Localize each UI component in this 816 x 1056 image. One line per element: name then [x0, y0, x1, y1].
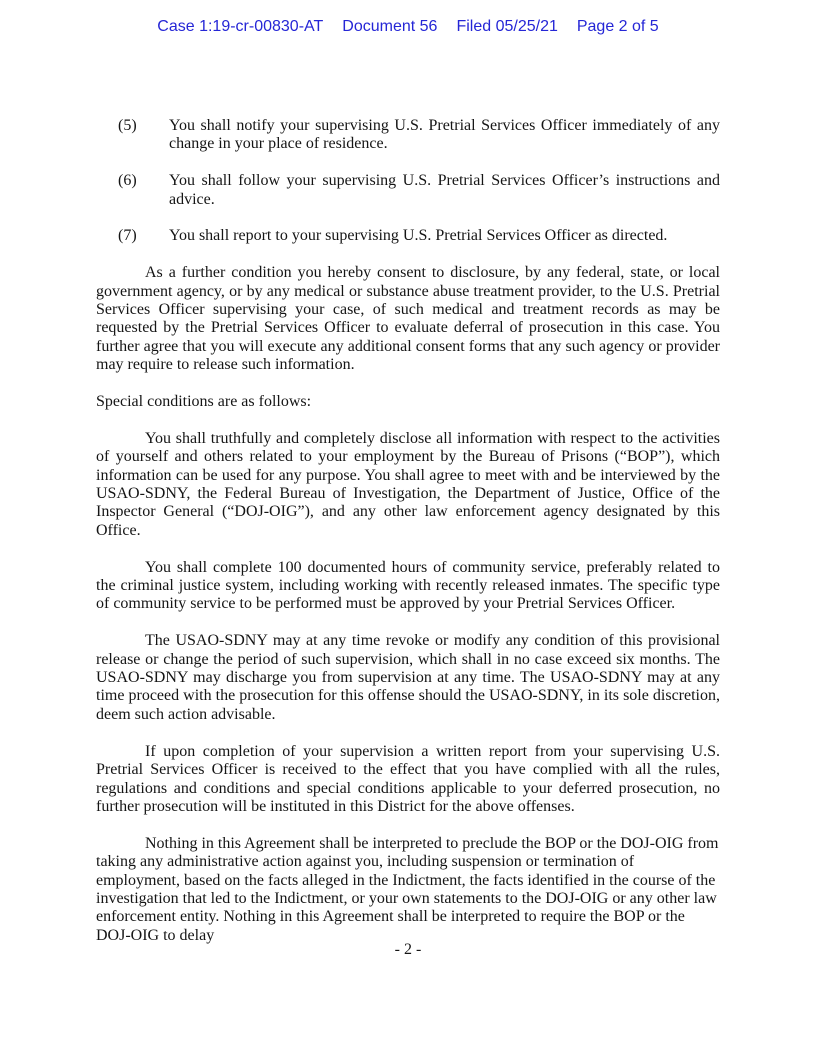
condition-text: You shall report to your supervising U.S. Pretrial Services Officer as directed.: [169, 227, 668, 245]
condition-item-5: [96, 117, 720, 154]
ecf-stamp-header: [0, 0, 816, 36]
ecf-page-indicator: Page 2 of 5: [576, 18, 659, 35]
paragraph-usao-sdny-revocation: The USAO-SDNY may at any time revoke or modify any condition of this provisional release or change the period of such supervision, which shall in no case exceed six months. The USAO-SDNY may discharge you from supervision at any time. The USAO-SDNY may at any time proceed with the prosecution for this offense should the USAO-SDNY, in its sole discretion, deem such action advisable.: [96, 632, 720, 723]
condition-text: You shall follow your supervising U.S. Pretrial Services Officer’s instructions and advice.: [169, 172, 720, 208]
page-number: - 2 -: [394, 941, 422, 958]
ecf-filed-date: Filed 05/25/21: [456, 18, 558, 35]
condition-number: (6): [118, 172, 137, 190]
ecf-case-number: Case 1:19-cr-00830-AT: [157, 18, 324, 35]
paragraph-bop-doj-oig: Nothing in this Agreement shall be interpreted to preclude the BOP or the DOJ-OIG from taking any administrative action against you, including suspension or termination of employment, based on the facts alleged in the Indictment, the facts identified in the course of the investigation that led to the Indictment, or your own statements to the DOJ-OIG or any other law enforcement entity. Nothing in this Agreement shall be interpreted to require the BOP or the DOJ-OIG to delay: [96, 834, 719, 944]
condition-number: (7): [118, 227, 137, 245]
paragraph-disclosure-employment: You shall truthfully and completely disclose all information with respect to the activities of yourself and others related to your employment by the Bureau of Prisons (“BOP”), which information can be used for any purpose. You shall agree to meet with and be interviewed by the USAO-SDNY, the Federal Bureau of Investigation, the Department of Justice, Office of the Inspector General (“DOJ-OIG”), and any other law enforcement agency designated by this Office.: [96, 429, 720, 539]
ecf-document-number: Document 56: [342, 18, 438, 35]
condition-item-6: [96, 172, 720, 209]
document-body: [96, 117, 720, 945]
paragraph-completion-report: If upon completion of your supervision a written report from your supervising U.S. Pretrial Services Officer is received to the effect that you have complied with all the rules, regulations and conditions and special conditions applicable to your deferred prosecution, no further prosecution will be instituted in this District for the above offenses.: [96, 742, 720, 815]
paragraph-community-service: You shall complete 100 documented hours of community service, preferably related to the criminal justice system, including working with recently released inmates. The specific type of community service to be performed must be approved by your Pretrial Services Officer.: [96, 558, 720, 613]
condition-number: (5): [118, 117, 137, 134]
paragraph-consent-disclosure: As a further condition you hereby consent to disclosure, by any federal, state, or local government agency, or by any medical or substance abuse treatment provider, to the U.S. Pretrial Services Officer supervising your case, of such medical and treatment records as may be requested by the Pretrial Services Officer to evaluate deferral of prosecution in this case. You further agree that you will execute any additional consent forms that any such agency or provider may require to release such information.: [96, 264, 720, 374]
special-conditions-heading: Special conditions are as follows:: [96, 393, 312, 411]
condition-text: You shall notify your supervising U.S. Pretrial Services Officer immediately of any change in your place of residence.: [169, 117, 720, 153]
condition-item-7: [96, 227, 720, 245]
